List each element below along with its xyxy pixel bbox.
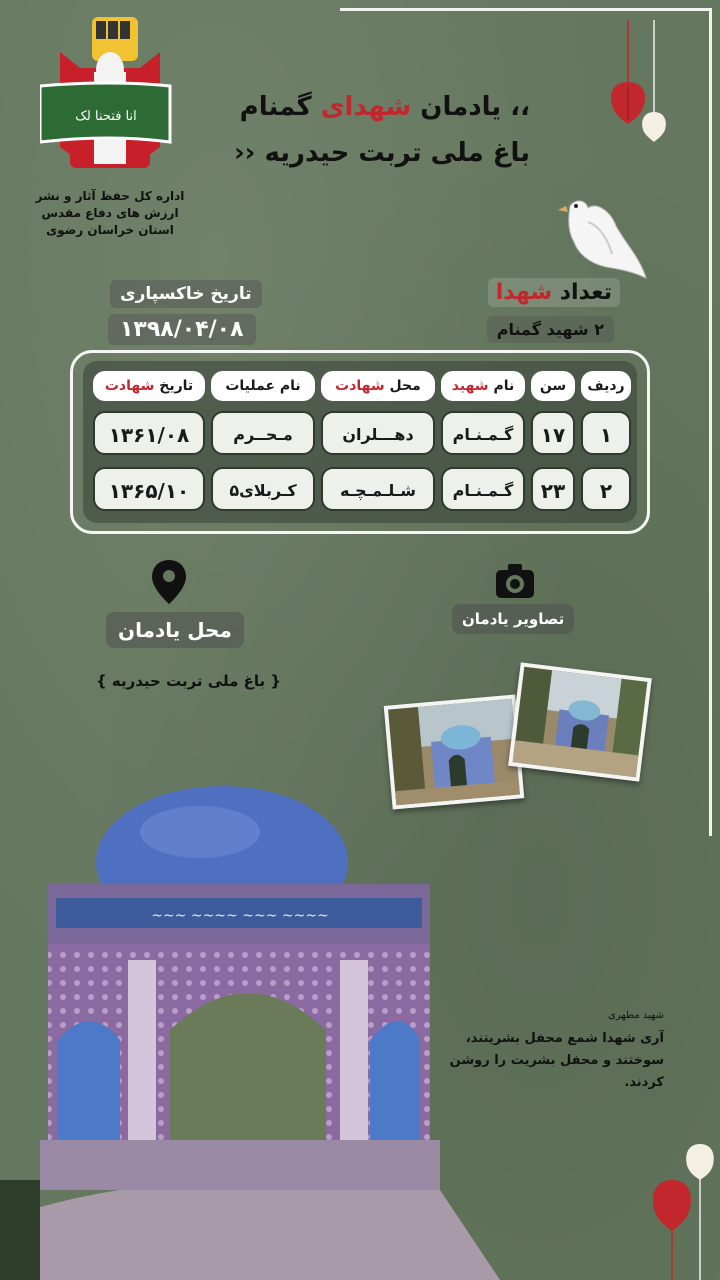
memorial-photo-2[interactable] — [508, 662, 652, 781]
header-place-highlight: شهادت — [335, 378, 385, 394]
count-label-highlight: شهدا — [495, 280, 553, 305]
martyrs-count-value: ۲ شهید گمنام — [487, 316, 614, 343]
header-operation: نام عملیات — [211, 371, 315, 401]
header-date-highlight: شهادت — [104, 378, 155, 394]
header-name-part: نام — [488, 378, 515, 394]
camera-icon — [496, 564, 534, 598]
row1-date: ۱۳۶۱/۰۸ — [93, 411, 205, 455]
header-date — [93, 371, 205, 401]
row2-no: ۲ — [581, 467, 631, 511]
title-part: گمنام — [239, 92, 321, 122]
hanging-tulip-ornaments — [600, 20, 680, 150]
location-pin-icon — [152, 560, 186, 604]
bottom-tulip-ornaments — [640, 1140, 720, 1280]
org-line-1: اداره کل حفظ آثار و نشر — [35, 189, 185, 203]
header-row-no: ردیف — [581, 371, 631, 401]
header-place — [321, 371, 435, 401]
martyrs-count-label — [488, 278, 620, 307]
martyrs-table — [70, 350, 650, 534]
row2-operation: کـربلای۵ — [211, 467, 315, 511]
dove-icon — [556, 192, 648, 288]
title-part: ،، یادمان — [411, 92, 530, 122]
org-line-3: استان خراسان رضوی — [46, 223, 174, 237]
row1-place: دهـــلران — [321, 411, 435, 455]
quote-author: شهید مطهری — [608, 1010, 664, 1021]
row2-place: شـلـمـچـه — [321, 467, 435, 511]
count-label-part: تعداد — [552, 280, 612, 305]
quote-text: آری شهدا شمع محفل بشریتند، سوختند و محفل بشریت را روشن کردند. — [449, 1031, 664, 1090]
row1-operation: مـحــرم — [211, 411, 315, 455]
row1-no: ۱ — [581, 411, 631, 455]
organization-logo — [40, 12, 180, 187]
burial-date-label: تاریخ خاکسپاری — [110, 280, 262, 308]
row2-name: گـمـنـام — [441, 467, 525, 511]
header-name-highlight: شهید — [451, 378, 489, 394]
logo-calligraphy: انا فتحنا لک — [75, 109, 137, 124]
memorial-monument-image — [0, 780, 500, 1280]
memorial-place-value: { باغ ملی تربت حیدریه } — [96, 672, 282, 690]
header-name — [441, 371, 525, 401]
monument-inscription: ~~~ ~~~~ ~~~ ~~~~ — [151, 908, 329, 924]
header-age: سن — [531, 371, 575, 401]
header-date-part: تاریخ — [154, 378, 194, 394]
row1-name: گـمـنـام — [441, 411, 525, 455]
burial-date-value: ۱۳۹۸/۰۴/۰۸ — [108, 314, 256, 345]
table-background — [83, 361, 637, 523]
title-line-2: باغ ملی تربت حیدریه ‹‹ — [233, 138, 530, 168]
org-line-2: ارزش های دفاع مقدس — [41, 206, 179, 220]
row2-date: ۱۳۶۵/۱۰ — [93, 467, 205, 511]
organization-name — [20, 188, 200, 239]
row1-age: ۱۷ — [531, 411, 575, 455]
memorial-place-label: محل یادمان — [106, 612, 244, 648]
title-line-1 — [240, 92, 530, 122]
title-highlight: شهدای — [320, 92, 412, 122]
row2-age: ۲۳ — [531, 467, 575, 511]
header-place-part: محل — [384, 378, 421, 394]
memorial-photos-label: تصاویر یادمان — [452, 604, 574, 634]
